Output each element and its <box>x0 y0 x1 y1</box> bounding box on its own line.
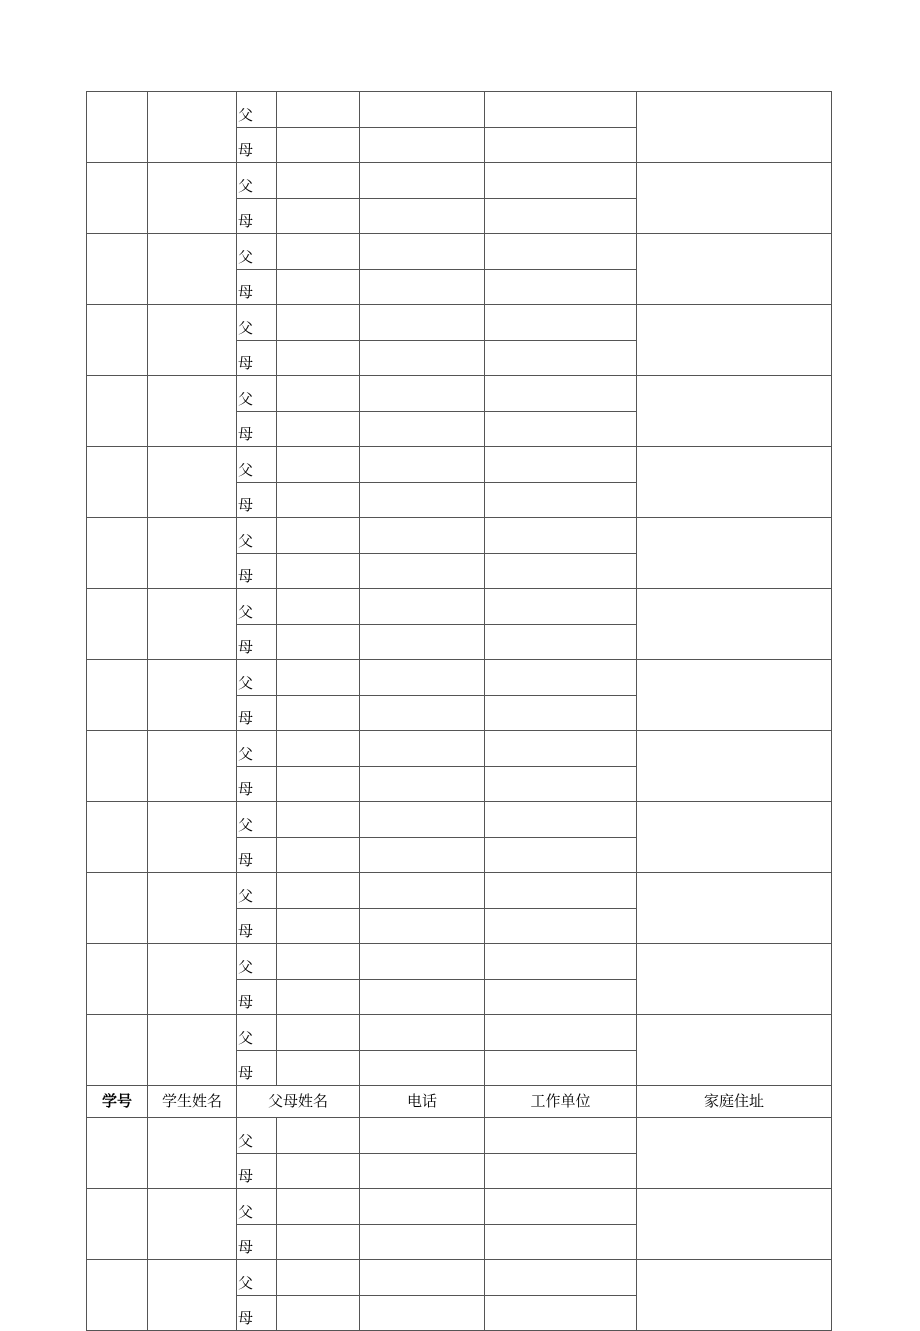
father-name-cell[interactable] <box>277 802 360 838</box>
student-name-cell[interactable] <box>148 944 237 1015</box>
father-workplace-cell[interactable] <box>485 589 637 625</box>
mother-workplace-cell[interactable] <box>485 695 637 731</box>
student-name-cell[interactable] <box>148 1260 237 1331</box>
address-cell[interactable] <box>637 589 832 660</box>
father-phone-cell[interactable] <box>360 802 485 838</box>
father-workplace-cell[interactable] <box>485 376 637 412</box>
mother-label: 母 <box>237 127 277 163</box>
mother-name-cell[interactable] <box>277 1295 360 1331</box>
mother-workplace-cell[interactable] <box>485 908 637 944</box>
mother-workplace-cell[interactable] <box>485 269 637 305</box>
father-workplace-cell[interactable] <box>485 92 637 128</box>
address-cell[interactable] <box>637 1118 832 1189</box>
address-cell[interactable] <box>637 1260 832 1331</box>
student-name-cell[interactable] <box>148 518 237 589</box>
table-row <box>87 305 832 341</box>
father-label: 父 <box>237 163 277 199</box>
table-row <box>87 1189 832 1225</box>
table-row <box>87 163 832 199</box>
student-id-cell[interactable] <box>87 376 148 447</box>
student-name-cell[interactable] <box>148 1189 237 1260</box>
father-label: 父 <box>237 305 277 341</box>
header-student-id: 学号 <box>87 1086 148 1118</box>
address-cell[interactable] <box>637 660 832 731</box>
father-name-cell[interactable] <box>277 234 360 270</box>
father-label: 父 <box>237 92 277 128</box>
mother-workplace-cell[interactable] <box>485 837 637 873</box>
student-name-cell[interactable] <box>148 92 237 163</box>
father-label: 父 <box>237 1118 277 1154</box>
father-phone-cell[interactable] <box>360 1118 485 1154</box>
mother-workplace-cell[interactable] <box>485 624 637 660</box>
father-phone-cell[interactable] <box>360 944 485 980</box>
table-row <box>87 234 832 270</box>
father-phone-cell[interactable] <box>360 305 485 341</box>
father-label: 父 <box>237 589 277 625</box>
table-row <box>87 92 832 128</box>
mother-label: 母 <box>237 695 277 731</box>
mother-phone-cell[interactable] <box>360 482 485 518</box>
student-id-cell[interactable] <box>87 518 148 589</box>
mother-label: 母 <box>237 340 277 376</box>
mother-name-cell[interactable] <box>277 411 360 447</box>
student-id-cell[interactable] <box>87 802 148 873</box>
father-phone-cell[interactable] <box>360 589 485 625</box>
table-row <box>87 660 832 696</box>
mother-label: 母 <box>237 908 277 944</box>
mother-name-cell[interactable] <box>277 1224 360 1260</box>
father-phone-cell[interactable] <box>360 447 485 483</box>
header-workplace: 工作单位 <box>485 1086 637 1118</box>
father-phone-cell[interactable] <box>360 660 485 696</box>
address-cell[interactable] <box>637 1189 832 1260</box>
father-name-cell[interactable] <box>277 731 360 767</box>
father-label: 父 <box>237 1260 277 1296</box>
father-label: 父 <box>237 234 277 270</box>
father-name-cell[interactable] <box>277 660 360 696</box>
mother-phone-cell[interactable] <box>360 1224 485 1260</box>
student-id-cell[interactable] <box>87 163 148 234</box>
father-label: 父 <box>237 376 277 412</box>
table-row <box>87 589 832 625</box>
parent-info-form <box>86 91 831 1331</box>
mother-label: 母 <box>237 553 277 589</box>
mother-name-cell[interactable] <box>277 340 360 376</box>
mother-workplace-cell[interactable] <box>485 553 637 589</box>
student-name-cell[interactable] <box>148 802 237 873</box>
table-row <box>87 731 832 767</box>
address-cell[interactable] <box>637 163 832 234</box>
table-row <box>87 802 832 838</box>
father-workplace-cell[interactable] <box>485 873 637 909</box>
father-name-cell[interactable] <box>277 447 360 483</box>
student-name-cell[interactable] <box>148 376 237 447</box>
father-name-cell[interactable] <box>277 92 360 128</box>
mother-name-cell[interactable] <box>277 127 360 163</box>
mother-label: 母 <box>237 624 277 660</box>
student-name-cell[interactable] <box>148 447 237 518</box>
table-body-lower <box>87 1118 832 1331</box>
student-id-cell[interactable] <box>87 305 148 376</box>
mother-label: 母 <box>237 1295 277 1331</box>
student-name-cell[interactable] <box>148 305 237 376</box>
mother-workplace-cell[interactable] <box>485 411 637 447</box>
father-name-cell[interactable] <box>277 873 360 909</box>
mother-label: 母 <box>237 198 277 234</box>
father-label: 父 <box>237 731 277 767</box>
student-id-cell[interactable] <box>87 873 148 944</box>
mother-phone-cell[interactable] <box>360 269 485 305</box>
father-label: 父 <box>237 944 277 980</box>
mother-phone-cell[interactable] <box>360 198 485 234</box>
table-header-group <box>87 1086 832 1118</box>
father-phone-cell[interactable] <box>360 92 485 128</box>
father-name-cell[interactable] <box>277 518 360 554</box>
mother-phone-cell[interactable] <box>360 1295 485 1331</box>
mother-phone-cell[interactable] <box>360 908 485 944</box>
mother-label: 母 <box>237 766 277 802</box>
student-name-cell[interactable] <box>148 1015 237 1086</box>
student-name-cell[interactable] <box>148 731 237 802</box>
table-row <box>87 1015 832 1051</box>
mother-name-cell[interactable] <box>277 553 360 589</box>
student-name-cell[interactable] <box>148 589 237 660</box>
father-label: 父 <box>237 1015 277 1051</box>
father-name-cell[interactable] <box>277 163 360 199</box>
mother-label: 母 <box>237 482 277 518</box>
father-name-cell[interactable] <box>277 1118 360 1154</box>
father-workplace-cell[interactable] <box>485 944 637 980</box>
mother-label: 母 <box>237 1224 277 1260</box>
mother-workplace-cell[interactable] <box>485 979 637 1015</box>
mother-workplace-cell[interactable] <box>485 1224 637 1260</box>
table-row <box>87 376 832 412</box>
father-phone-cell[interactable] <box>360 1189 485 1225</box>
mother-name-cell[interactable] <box>277 482 360 518</box>
father-phone-cell[interactable] <box>360 1015 485 1051</box>
father-phone-cell[interactable] <box>360 163 485 199</box>
father-workplace-cell[interactable] <box>485 660 637 696</box>
mother-label: 母 <box>237 837 277 873</box>
mother-workplace-cell[interactable] <box>485 340 637 376</box>
mother-phone-cell[interactable] <box>360 1050 485 1086</box>
student-id-cell[interactable] <box>87 447 148 518</box>
header-address: 家庭住址 <box>637 1086 832 1118</box>
table-row <box>87 944 832 980</box>
table-row <box>87 873 832 909</box>
student-name-cell[interactable] <box>148 873 237 944</box>
mother-label: 母 <box>237 1153 277 1189</box>
father-workplace-cell[interactable] <box>485 1260 637 1296</box>
address-cell[interactable] <box>637 234 832 305</box>
student-id-cell[interactable] <box>87 589 148 660</box>
mother-workplace-cell[interactable] <box>485 1153 637 1189</box>
father-phone-cell[interactable] <box>360 234 485 270</box>
address-cell[interactable] <box>637 305 832 376</box>
father-phone-cell[interactable] <box>360 731 485 767</box>
father-workplace-cell[interactable] <box>485 802 637 838</box>
father-workplace-cell[interactable] <box>485 447 637 483</box>
header-parent-name: 父母姓名 <box>237 1086 360 1118</box>
student-id-cell[interactable] <box>87 1015 148 1086</box>
father-name-cell[interactable] <box>277 1189 360 1225</box>
mother-phone-cell[interactable] <box>360 411 485 447</box>
father-label: 父 <box>237 802 277 838</box>
father-name-cell[interactable] <box>277 1260 360 1296</box>
student-id-cell[interactable] <box>87 1260 148 1331</box>
student-id-cell[interactable] <box>87 1189 148 1260</box>
mother-phone-cell[interactable] <box>360 624 485 660</box>
student-id-cell[interactable] <box>87 660 148 731</box>
student-id-cell[interactable] <box>87 1118 148 1189</box>
address-cell[interactable] <box>637 376 832 447</box>
mother-phone-cell[interactable] <box>360 340 485 376</box>
mother-phone-cell[interactable] <box>360 695 485 731</box>
table-header-row <box>87 1086 832 1118</box>
student-id-cell[interactable] <box>87 92 148 163</box>
student-id-cell[interactable] <box>87 234 148 305</box>
father-workplace-cell[interactable] <box>485 731 637 767</box>
table-body-upper <box>87 92 832 1086</box>
father-phone-cell[interactable] <box>360 518 485 554</box>
mother-workplace-cell[interactable] <box>485 766 637 802</box>
mother-name-cell[interactable] <box>277 269 360 305</box>
student-name-cell[interactable] <box>148 660 237 731</box>
father-workplace-cell[interactable] <box>485 1189 637 1225</box>
father-name-cell[interactable] <box>277 305 360 341</box>
student-name-cell[interactable] <box>148 1118 237 1189</box>
mother-phone-cell[interactable] <box>360 766 485 802</box>
mother-name-cell[interactable] <box>277 624 360 660</box>
header-phone: 电话 <box>360 1086 485 1118</box>
father-label: 父 <box>237 1189 277 1225</box>
table-row <box>87 518 832 554</box>
mother-name-cell[interactable] <box>277 766 360 802</box>
table-row <box>87 447 832 483</box>
mother-label: 母 <box>237 411 277 447</box>
mother-name-cell[interactable] <box>277 695 360 731</box>
table-row <box>87 1260 832 1296</box>
mother-label: 母 <box>237 269 277 305</box>
father-name-cell[interactable] <box>277 1015 360 1051</box>
father-label: 父 <box>237 873 277 909</box>
father-phone-cell[interactable] <box>360 873 485 909</box>
father-label: 父 <box>237 518 277 554</box>
mother-name-cell[interactable] <box>277 979 360 1015</box>
mother-workplace-cell[interactable] <box>485 198 637 234</box>
father-workplace-cell[interactable] <box>485 1015 637 1051</box>
father-name-cell[interactable] <box>277 589 360 625</box>
mother-name-cell[interactable] <box>277 198 360 234</box>
address-cell[interactable] <box>637 1015 832 1086</box>
father-workplace-cell[interactable] <box>485 163 637 199</box>
address-cell[interactable] <box>637 447 832 518</box>
address-cell[interactable] <box>637 873 832 944</box>
address-cell[interactable] <box>637 731 832 802</box>
mother-name-cell[interactable] <box>277 1050 360 1086</box>
parent-info-table <box>86 91 832 1331</box>
father-workplace-cell[interactable] <box>485 518 637 554</box>
father-workplace-cell[interactable] <box>485 234 637 270</box>
mother-workplace-cell[interactable] <box>485 482 637 518</box>
father-label: 父 <box>237 447 277 483</box>
mother-name-cell[interactable] <box>277 837 360 873</box>
mother-workplace-cell[interactable] <box>485 127 637 163</box>
mother-phone-cell[interactable] <box>360 127 485 163</box>
address-cell[interactable] <box>637 802 832 873</box>
header-student-name: 学生姓名 <box>148 1086 237 1118</box>
student-id-cell[interactable] <box>87 944 148 1015</box>
mother-phone-cell[interactable] <box>360 1153 485 1189</box>
mother-workplace-cell[interactable] <box>485 1050 637 1086</box>
father-phone-cell[interactable] <box>360 376 485 412</box>
father-name-cell[interactable] <box>277 376 360 412</box>
student-name-cell[interactable] <box>148 234 237 305</box>
address-cell[interactable] <box>637 518 832 589</box>
father-label: 父 <box>237 660 277 696</box>
mother-phone-cell[interactable] <box>360 837 485 873</box>
mother-label: 母 <box>237 979 277 1015</box>
mother-workplace-cell[interactable] <box>485 1295 637 1331</box>
mother-label: 母 <box>237 1050 277 1086</box>
mother-phone-cell[interactable] <box>360 553 485 589</box>
table-row <box>87 1118 832 1154</box>
address-cell[interactable] <box>637 944 832 1015</box>
mother-name-cell[interactable] <box>277 1153 360 1189</box>
address-cell[interactable] <box>637 92 832 163</box>
student-name-cell[interactable] <box>148 163 237 234</box>
student-id-cell[interactable] <box>87 731 148 802</box>
father-name-cell[interactable] <box>277 944 360 980</box>
father-phone-cell[interactable] <box>360 1260 485 1296</box>
father-workplace-cell[interactable] <box>485 1118 637 1154</box>
father-workplace-cell[interactable] <box>485 305 637 341</box>
mother-name-cell[interactable] <box>277 908 360 944</box>
mother-phone-cell[interactable] <box>360 979 485 1015</box>
